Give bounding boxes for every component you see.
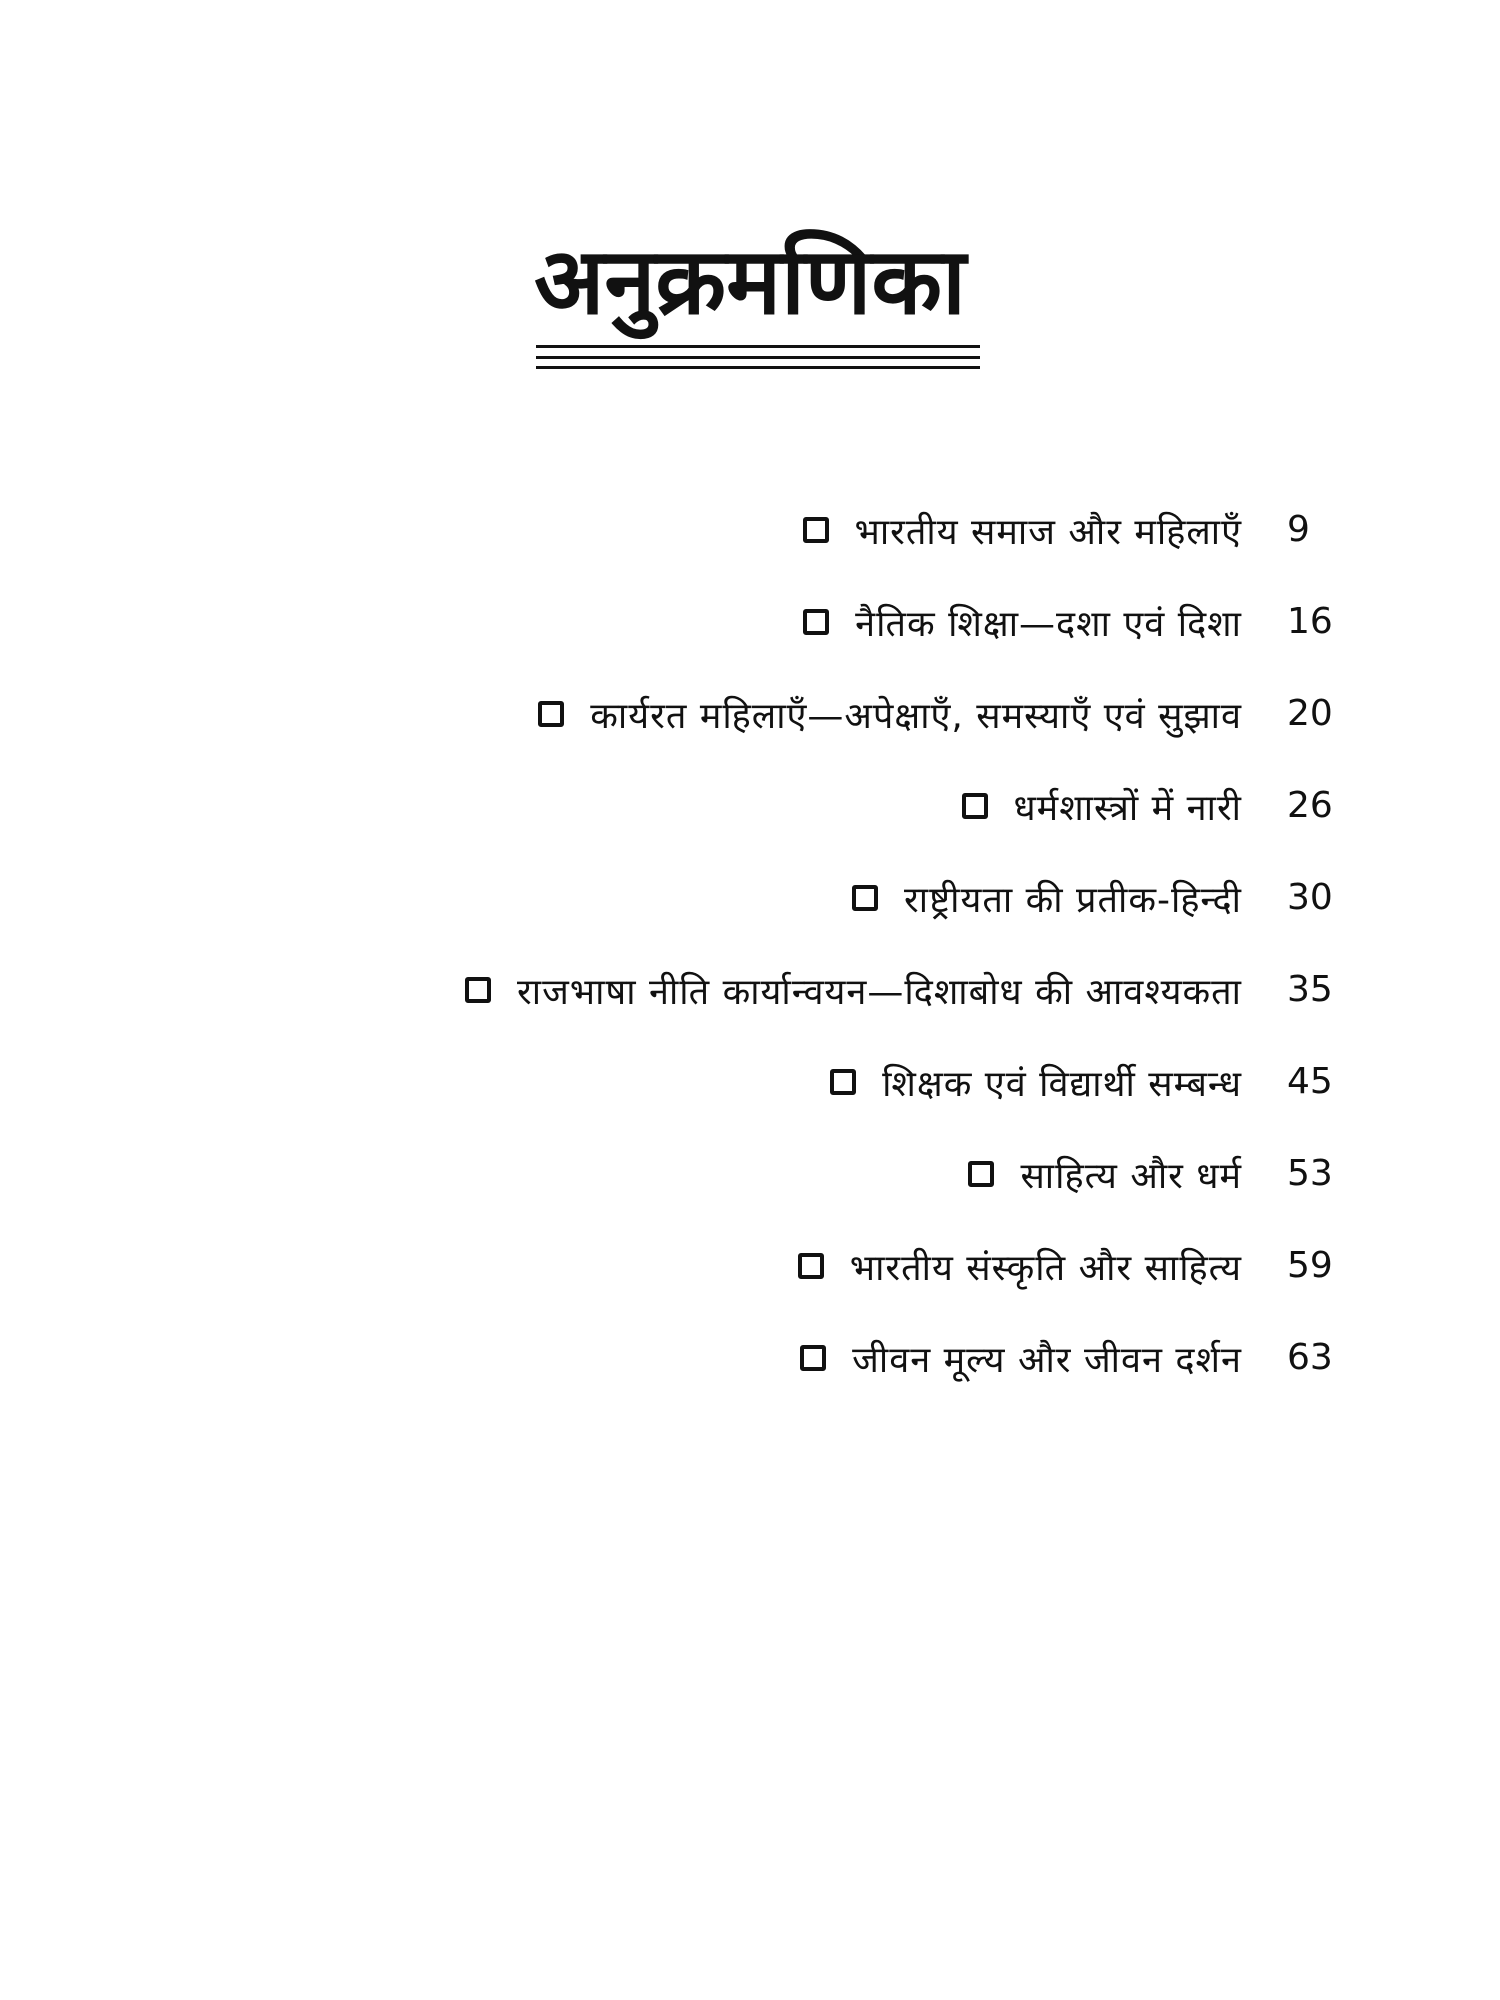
toc-item xyxy=(0,684,1500,744)
checkbox-icon xyxy=(803,609,829,635)
toc-item-page: 26 xyxy=(1287,785,1333,826)
toc-item-page: 20 xyxy=(1287,693,1333,734)
checkbox-icon xyxy=(968,1161,994,1187)
toc-item-title: राष्ट्रीयता की प्रतीक-हिन्दी xyxy=(904,879,1242,921)
toc-item-page: 35 xyxy=(1287,969,1333,1010)
toc-item xyxy=(0,1144,1500,1204)
checkbox-icon xyxy=(803,517,829,543)
toc-item-page: 53 xyxy=(1287,1153,1333,1194)
toc-item-title: साहित्य और धर्म xyxy=(1020,1155,1242,1197)
toc-item xyxy=(0,1236,1500,1296)
toc-item-page: 16 xyxy=(1287,601,1333,642)
title-underline-3 xyxy=(536,366,980,369)
toc-item-page: 63 xyxy=(1287,1337,1333,1378)
checkbox-icon xyxy=(852,885,878,911)
toc-item-page: 59 xyxy=(1287,1245,1333,1286)
checkbox-icon xyxy=(538,701,564,727)
checkbox-icon xyxy=(798,1253,824,1279)
toc-item xyxy=(0,868,1500,928)
toc-item-page: 9 xyxy=(1287,509,1310,550)
toc-item-title: जीवन मूल्य और जीवन दर्शन xyxy=(852,1339,1242,1381)
checkbox-icon xyxy=(800,1345,826,1371)
toc-item-title: कार्यरत महिलाएँ—अपेक्षाएँ, समस्याएँ एवं सुझाव xyxy=(590,695,1242,737)
toc-item xyxy=(0,1052,1500,1112)
toc-item xyxy=(0,500,1500,560)
title-underline-1 xyxy=(536,345,980,348)
toc-item-title: शिक्षक एवं विद्यार्थी सम्बन्ध xyxy=(882,1063,1242,1105)
toc-item xyxy=(0,1328,1500,1388)
toc-item-title: भारतीय संस्कृति और साहित्य xyxy=(849,1247,1242,1289)
checkbox-icon xyxy=(962,793,988,819)
toc-item-title: धर्मशास्त्रों में नारी xyxy=(1013,787,1242,829)
toc-item xyxy=(0,776,1500,836)
toc-item-title: राजभाषा नीति कार्यान्वयन—दिशाबोध की आवश्यकता xyxy=(517,971,1242,1013)
toc-item-page: 30 xyxy=(1287,877,1333,918)
toc-item-page: 45 xyxy=(1287,1061,1333,1102)
title-underline-2 xyxy=(536,356,980,359)
toc-item xyxy=(0,960,1500,1020)
toc-item-title: नैतिक शिक्षा—दशा एवं दिशा xyxy=(855,603,1242,645)
toc-item-title: भारतीय समाज और महिलाएँ xyxy=(854,511,1242,553)
page-title: अनुक्रमणिका xyxy=(534,227,966,335)
checkbox-icon xyxy=(830,1069,856,1095)
toc-item xyxy=(0,592,1500,652)
checkbox-icon xyxy=(465,977,491,1003)
